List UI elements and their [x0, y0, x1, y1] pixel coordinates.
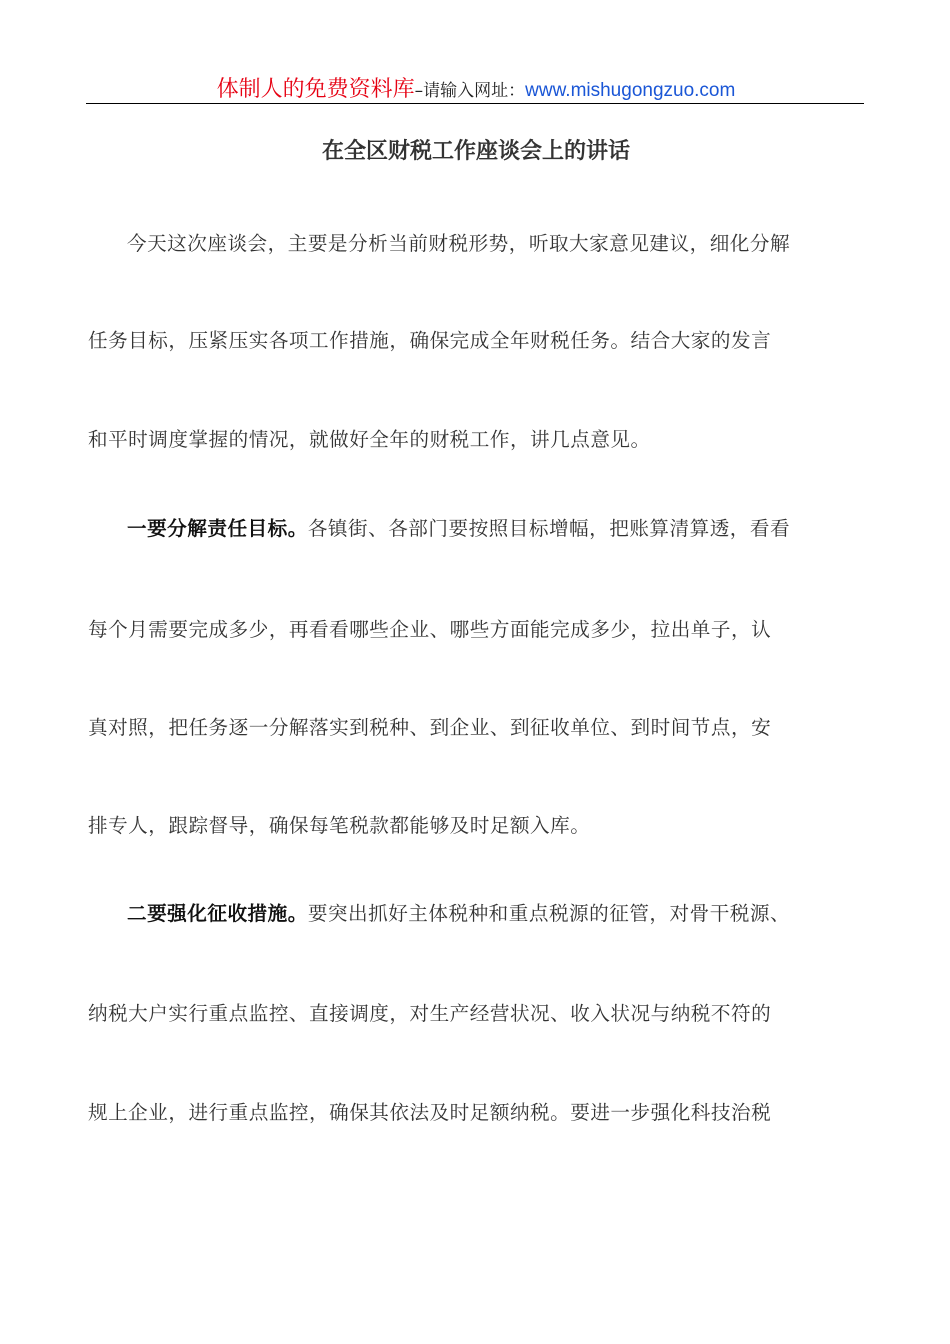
header-brand: 体制人的免费资料库 [216, 77, 415, 102]
paragraph-3-line-1-text: 要突出抓好主体税种和重点税源的征管，对骨干税源、 [307, 902, 791, 925]
header-divider [86, 103, 864, 104]
paragraph-1-line-1: 今天这次座谈会，主要是分析当前财税形势，听取大家意见建议，细化分解 [127, 232, 791, 255]
paragraph-1-line-3: 和平时调度掌握的情况，就做好全年的财税工作，讲几点意见。 [88, 428, 651, 451]
header-url-link[interactable]: www.mishugongzuo.com [525, 80, 736, 101]
paragraph-1-line-2: 任务目标，压紧压实各项工作措施，确保完成全年财税任务。结合大家的发言 [88, 329, 772, 352]
paragraph-2-line-3: 真对照，把任务逐一分解落实到税种、到企业、到征收单位、到时间节点，安 [88, 716, 772, 739]
header-prompt: –请输入网址： [414, 81, 526, 101]
site-header [88, 72, 864, 104]
paragraph-3-line-3: 规上企业，进行重点监控，确保其依法及时足额纳税。要进一步强化科技治税 [88, 1101, 772, 1124]
paragraph-2-line-1-text: 各镇街、各部门要按照目标增幅，把账算清算透，看看 [307, 517, 791, 540]
paragraph-3-line-1 [127, 900, 864, 928]
paragraph-2-heading: 一要分解责任目标。 [127, 517, 308, 540]
paragraph-2-line-1 [127, 515, 864, 543]
paragraph-3-line-2: 纳税大户实行重点监控、直接调度，对生产经营状况、收入状况与纳税不符的 [88, 1002, 772, 1025]
paragraph-2-line-2: 每个月需要完成多少，再看看哪些企业、哪些方面能完成多少，拉出单子，认 [88, 618, 772, 641]
paragraph-3-heading: 二要强化征收措施。 [127, 902, 308, 925]
paragraph-2-line-4: 排专人，跟踪督导，确保每笔税款都能够及时足额入库。 [88, 814, 591, 837]
document-title: 在全区财税工作座谈会上的讲话 [321, 139, 630, 164]
